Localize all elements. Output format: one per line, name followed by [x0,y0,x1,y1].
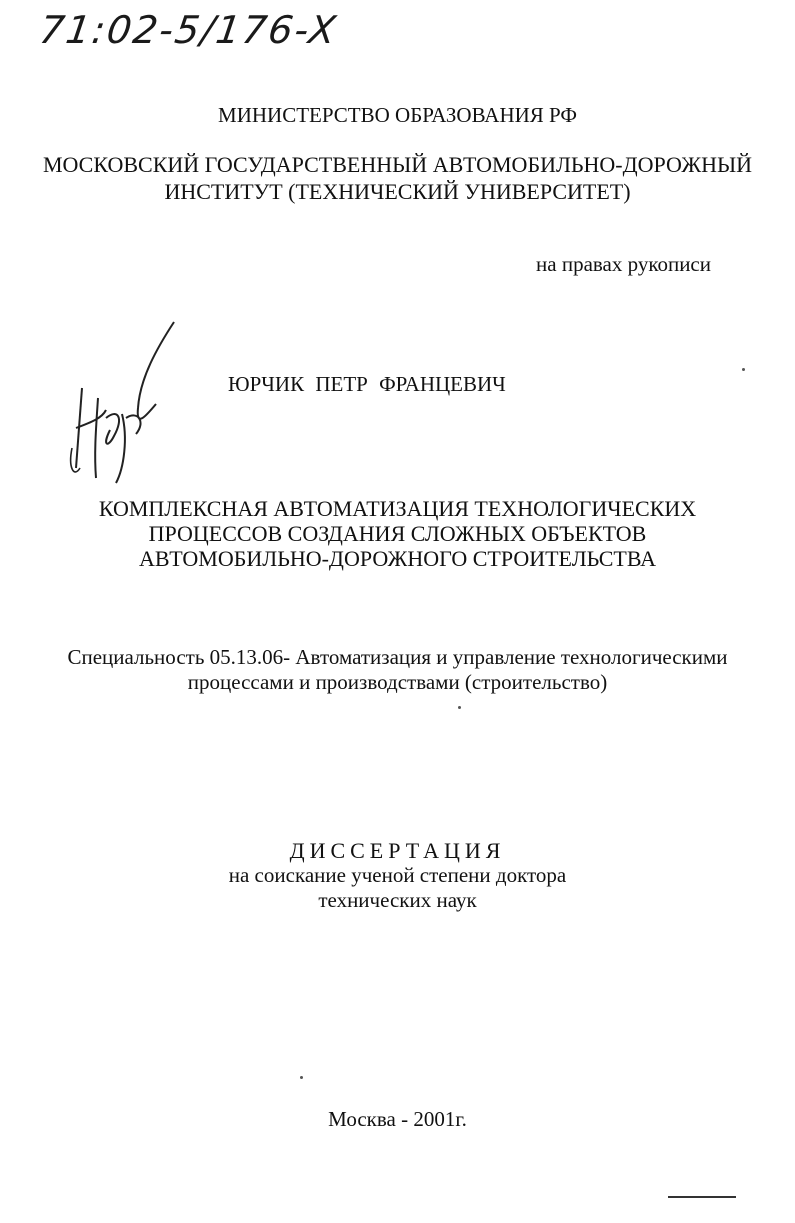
dissertation-line-2: технических наук [318,888,477,912]
rights-note: на правах рукописи [536,252,711,276]
title-line-2: ПРОЦЕССОВ СОЗДАНИЯ СЛОЖНЫХ ОБЪЕКТОВ [148,521,647,546]
place-year: Москва - 2001г. [328,1107,467,1131]
ministry-heading: МИНИСТЕРСТВО ОБРАЗОВАНИЯ РФ [218,103,577,127]
scan-speck [458,706,461,709]
scan-speck [742,368,745,371]
dissertation-heading: ДИССЕРТАЦИЯ [289,838,506,863]
specialty-line-2: процессами и производствами (строительство) [187,670,608,694]
scan-speck [300,1076,303,1079]
dissertation-line-1: на соискание ученой степени доктора [228,863,567,887]
title-line-1: КОМПЛЕКСНАЯ АВТОМАТИЗАЦИЯ ТЕХНОЛОГИЧЕСКИХ [98,496,697,521]
title-line-3: АВТОМОБИЛЬНО-ДОРОЖНОГО СТРОИТЕЛЬСТВА [139,546,656,571]
archive-code: 71:02-5/176-X [36,8,341,52]
institute-line-2: ИНСТИТУТ (ТЕХНИЧЕСКИЙ УНИВЕРСИТЕТ) [164,179,631,204]
institute-line-1: МОСКОВСКИЙ ГОСУДАРСТВЕННЫЙ АВТОМОБИЛЬНО-ДОРОЖНЫЙ [42,152,753,177]
signature-icon [62,318,182,488]
specialty-line-1: Специальность 05.13.06- Автоматизация и управление технологическими [67,645,728,669]
author-name: ЮРЧИК ПЕТР ФРАНЦЕВИЧ [228,372,506,396]
bottom-rule [668,1196,736,1198]
